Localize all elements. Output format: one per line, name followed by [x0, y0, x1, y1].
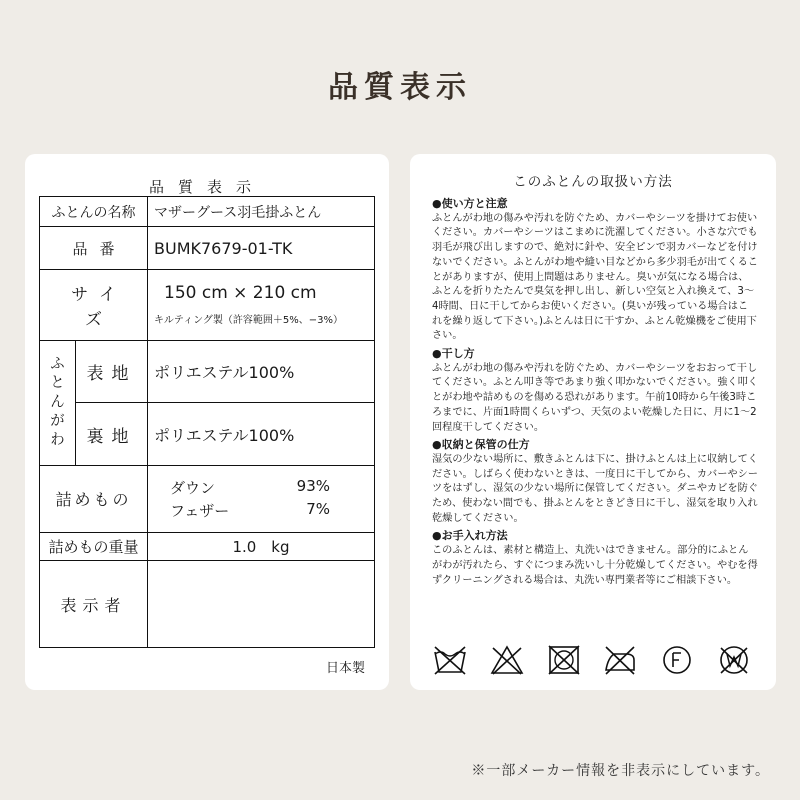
section-heading: ●収納と保管の仕方 [432, 438, 530, 452]
no-wash-icon [432, 644, 468, 676]
dry-clean-f-icon [659, 644, 695, 676]
section-text: ふとんがわ地の傷みや汚れを防ぐため、カバーやシーツをおおって干してください。ふとん叩き等であまり強く叩かないでください。強く叩くとがわ地や詰めものを傷める恐れがあります。午前10時から午後3時ころまでに、片面1時間くらいずつ、天気のよい乾燥した日に、月に1〜2回程度干してください。 [432, 362, 758, 433]
care-guide-card [410, 154, 776, 690]
size-value: 150 cm × 210 cm [164, 283, 317, 304]
filling-pct: 93% [296, 476, 330, 495]
section-text: 湿気の少ない場所に、敷きふとんは下に、掛けふとんは上に収納してください。しばらく使わないときは、一度日に干してから、カバーやシーツをはずし、湿気の少ない場所に保管してください。ダニやカビを防ぐため、使わない間でも、掛ふとんをときどき日に干し、湿気を取り入れ乾燥してください。 [432, 453, 758, 524]
care-guide-body [432, 194, 758, 588]
made-in-japan: 日本製 [325, 661, 365, 676]
size-note: キルティング製（許容範囲＋5%、−3%） [154, 315, 344, 327]
no-iron-icon [602, 644, 638, 676]
no-wet-clean-icon [716, 644, 752, 676]
outer-label: 表地 [76, 340, 148, 403]
filling-label: 詰めもの [40, 465, 148, 532]
section-heading: ●干し方 [432, 347, 475, 361]
quality-label-title: 品質表示 [148, 178, 265, 196]
care-guide-title: このふとんの取扱い方法 [513, 174, 673, 190]
filling-row-down [170, 477, 330, 498]
number-value: BUMK7679-01-TK [148, 227, 375, 269]
no-tumble-dry-icon [546, 644, 582, 676]
fabric-group-label: ふとんがわ [40, 340, 76, 465]
inner-label: 裏地 [76, 403, 148, 466]
size-cell [148, 269, 375, 340]
labeler-label: 表示者 [40, 561, 148, 648]
outer-value: ポリエステル100% [148, 340, 375, 403]
quality-label-table [39, 196, 375, 648]
filling-pct: 7% [306, 499, 330, 518]
section-heading: ●お手入れ方法 [432, 529, 508, 543]
footnote: ※一部メーカー情報を非表示にしています。 [471, 763, 770, 779]
filling-name: ダウン [170, 478, 216, 497]
weight-label: 詰めもの重量 [40, 532, 148, 560]
size-label: サイズ [40, 269, 148, 340]
filling-name: フェザー [170, 501, 230, 520]
page-title: 品質表示 [328, 70, 472, 105]
quality-label-card [25, 154, 389, 690]
section-heading: ●使い方と注意 [432, 197, 508, 210]
filling-row-feather [170, 500, 330, 521]
weight-value: 1.0 kg [148, 532, 375, 560]
labeler-value [148, 561, 375, 648]
name-label: ふとんの名称 [40, 197, 148, 227]
name-value: マザーグース羽毛掛ふとん [148, 197, 375, 227]
section-text: このふとんは、素材と構造上、丸洗いはできません。部分的にふとんがわが汚れたら、すぐにつまみ洗いし十分乾燥してください。やむを得ずクリーニングされる場合は、丸洗い専門業者等にご相談下さい。 [432, 545, 758, 586]
number-label: 品番 [40, 227, 148, 269]
inner-value: ポリエステル100% [148, 403, 375, 466]
section-text: ふとんがわ地の傷みや汚れを防ぐため、カバーやシーツを掛けてお使いください。カバーやシーツはこまめに洗濯してください。小さな穴でも羽毛が飛び出しますので、絶対に針や、安全ピンで羽カバーなどを付けないでください。ふとんがわ地や縫い目などから多少羽毛が出てくることがありますが、使用上問題はありません。臭いが気になる場合は、ふとんを折りたたんで臭気を押し出し、新しい空気と入れ換えて、3〜4時間、日に干してからお使いください。(臭いが残っている場合はこれを繰り返して下さい。)ふとんは日に干すか、ふとん乾燥機をご使用下さい。 [432, 212, 758, 342]
no-bleach-icon [489, 644, 525, 676]
care-symbols [432, 644, 752, 676]
filling-cell [148, 465, 375, 532]
